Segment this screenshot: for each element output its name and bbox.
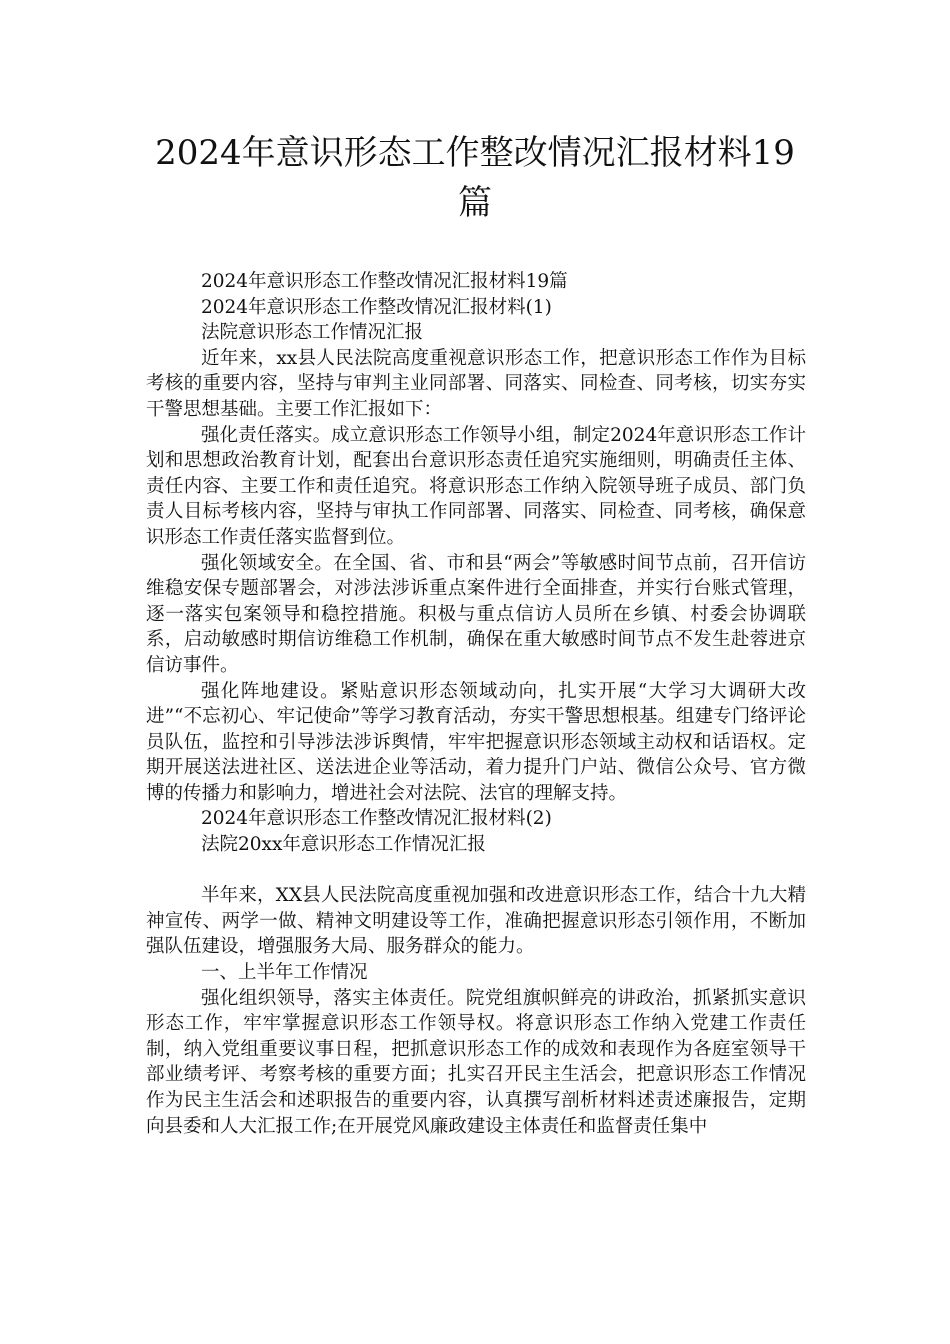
document-body (146, 269, 806, 1139)
subtitle-line: 2024年意识形态工作整改情况汇报材料19篇 (201, 271, 568, 292)
report-title: 法院20xx年意识形态工作情况汇报 (201, 834, 486, 856)
report-title: 法院意识形态工作情况汇报 (201, 322, 424, 344)
document-title: 2024年意识形态工作整改情况汇报材料19篇 (155, 133, 795, 223)
body-paragraph: 强化阵地建设。紧贴意识形态领域动向，扎实开展“大学习大调研大改进”“不忘初心、牢记使命”等学习教育活动，夯实干警思想根基。组建专门络评论员队伍，监控和引导涉法涉诉舆情，牢牢把握意识形态领域主动权和话语权。定期开展送法进社区、送法进企业等活动，着力提升门户站、微信公众号、官方微博的传播力和影响力，增进社会对法院、法官的理解支持。 (146, 680, 806, 804)
body-paragraph: 强化组织领导，落实主体责任。院党组旗帜鲜亮的讲政治，抓紧抓实意识形态工作，牢牢掌握意识形态工作领导权。将意识形态工作纳入党建工作责任制，纳入党组重要议事日程，把抓意识形态工作的成效和表现作为各庭室领导干部业绩考评、考察考核的重要方面；扎实召开民主生活会，把意识形态工作情况作为民主生活会和述职报告的重要内容，认真撰写剖析材料述责述廉报告，定期向县委和人大汇报工作;在开展党风廉政建设主体责任和监督责任集中 (146, 987, 806, 1137)
body-paragraph: 强化领域安全。在全国、省、市和县“两会”等敏感时间节点前，召开信访维稳安保专题部署会，对涉法涉诉重点案件进行全面排查，并实行台账式管理，逐一落实包案领导和稳控措施。积极与重点信访人员所在乡镇、村委会协调联系，启动敏感时期信访维稳工作机制，确保在重大敏感时间节点不发生赴蓉进京信访事件。 (146, 552, 806, 676)
subsection-heading: 一、上半年工作情况 (201, 962, 368, 984)
body-paragraph: 近年来，xx县人民法院高度重视意识形态工作，把意识形态工作作为目标考核的重要内容，坚持与审判主业同部署、同落实、同检查、同考核，切实夯实干警思想基础。主要工作汇报如下： (146, 347, 806, 420)
body-paragraph: 半年来，XX县人民法院高度重视加强和改进意识形态工作，结合十九大精神宣传、两学一做、精神文明建设等工作，准确把握意识形态引领作用，不断加强队伍建设，增强服务大局、服务群众的能力。 (146, 885, 806, 958)
blank-line (146, 858, 806, 884)
section-heading: 2024年意识形态工作整改情况汇报材料(2) (201, 808, 552, 830)
section-heading: 2024年意识形态工作整改情况汇报材料(1) (201, 296, 552, 318)
body-paragraph: 强化责任落实。成立意识形态工作领导小组，制定2024年意识形态工作计划和思想政治教育计划，配套出台意识形态责任追究实施细则，明确责任主体、责任内容、主要工作和责任追究。将意识形态工作纳入院领导班子成员、部门负责人目标考核内容，坚持与审执工作同部署、同落实、同检查、同考核，确保意识形态工作责任落实监督到位。 (146, 424, 806, 548)
